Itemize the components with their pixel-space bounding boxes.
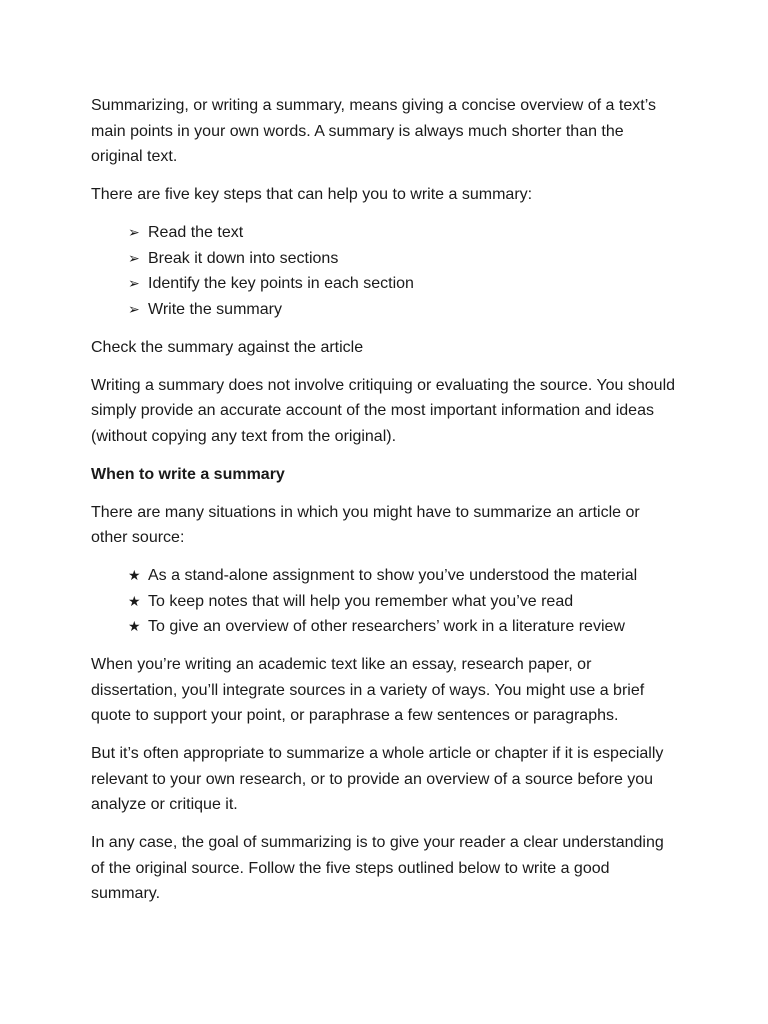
- intro-paragraph: Summarizing, or writing a summary, means giving a concise overview of a text’s main points in your own words. A summary is always much shorter than the original text.: [91, 97, 656, 165]
- star-bullet-icon: ★: [128, 592, 141, 609]
- list-item-text: To keep notes that will help you remember what you’ve read: [148, 592, 574, 610]
- list-item: [128, 220, 678, 246]
- steps-list: [91, 220, 678, 322]
- academic-text-paragraph: When you’re writing an academic text like an essay, research paper, or dissertation, you’ll integrate sources in a variety of ways. You might use a brief quote to support your point, or paraphrase a few sentences or paragraphs.: [91, 656, 645, 724]
- list-item: [128, 563, 678, 589]
- steps-intro-paragraph: There are five key steps that can help you to write a summary:: [91, 186, 533, 203]
- list-item-text: To give an overview of other researchers’ work in a literature review: [148, 618, 625, 635]
- list-item-text: Write the summary: [148, 300, 282, 318]
- arrow-bullet-icon: ➢: [128, 300, 140, 317]
- list-item-text: Read the text: [148, 224, 244, 241]
- no-critique-paragraph: Writing a summary does not involve critiquing or evaluating the source. You should simply provide an accurate account of the most important information and ideas (without copying any text from the original).: [91, 376, 676, 445]
- situations-intro-paragraph: There are many situations in which you might have to summarize an article or other source:: [91, 503, 640, 546]
- arrow-bullet-icon: ➢: [128, 249, 140, 266]
- appropriate-summary-paragraph: But it’s often appropriate to summarize a whole article or chapter if it is especially relevant to your own research, or to provide an overview of a source before you analyze or critique it.: [91, 745, 664, 813]
- arrow-bullet-icon: ➢: [128, 224, 140, 240]
- list-item-text: As a stand-alone assignment to show you’ve understood the material: [148, 567, 638, 584]
- section-heading: When to write a summary: [91, 465, 285, 483]
- list-item: [128, 246, 678, 272]
- situations-list: [91, 563, 678, 640]
- list-item: [128, 614, 678, 640]
- check-summary-paragraph: Check the summary against the article: [91, 338, 364, 356]
- list-item-text: Identify the key points in each section: [148, 275, 414, 292]
- list-item: [128, 589, 678, 615]
- arrow-bullet-icon: ➢: [128, 275, 140, 291]
- goal-paragraph: In any case, the goal of summarizing is to give your reader a clear understanding of the original source. Follow the five steps outlined below to write a good summary.: [91, 834, 664, 902]
- star-bullet-icon: ★: [128, 567, 141, 583]
- list-item: [128, 271, 678, 297]
- star-bullet-icon: ★: [128, 618, 141, 634]
- list-item-text: Break it down into sections: [148, 249, 339, 267]
- list-item: [128, 297, 678, 323]
